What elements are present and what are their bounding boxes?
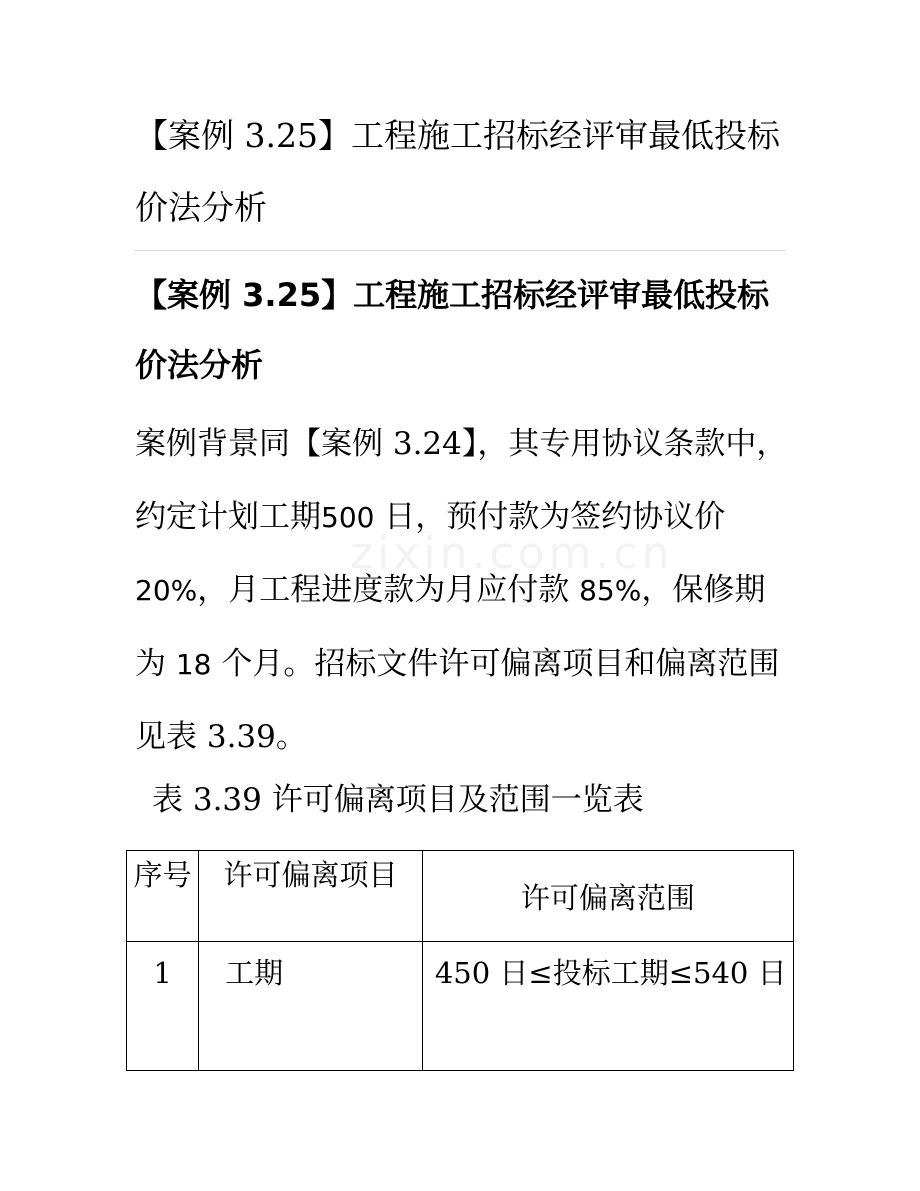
table-caption: 表 3.39 许可偏离项目及范围一览表: [152, 782, 644, 818]
cell-no: 1: [127, 942, 199, 1071]
paragraph-number-2: 20%: [135, 574, 198, 607]
paragraph-number-4: 18: [175, 647, 212, 681]
paragraph-number-3: 85%: [579, 574, 642, 607]
paragraph-text-5: 个月。招标文件许可偏离项目和偏离范围见表 3.39。: [135, 645, 780, 755]
watermark: zixin.com.cn: [350, 528, 674, 579]
header-item: 许可偏离项目: [199, 851, 423, 942]
cell-item: 工期: [199, 942, 423, 1071]
header-no: 序号: [127, 851, 199, 942]
paragraph-text-2: 日，预付款为签约协议价: [374, 498, 726, 535]
document-heading-top: 【案例 3.25】工程施工招标经评审最低投标价法分析: [135, 116, 780, 227]
table-row: [127, 942, 794, 1071]
paragraph-text-3: ，月工程进度款为月应付款: [197, 572, 580, 608]
paragraph-text-1: 案例背景同【案例 3.24】，其专用协议条款中，约定计划工期: [135, 426, 788, 535]
document-heading-main: 【案例 3.25】工程施工招标经评审最低投标价法分析: [135, 276, 770, 384]
table-header-row: [127, 851, 794, 942]
header-range: 许可偏离范围: [422, 851, 793, 942]
background-paragraph: [135, 408, 795, 774]
paragraph-number-1: 500: [321, 500, 375, 534]
deviation-table: [126, 850, 794, 1071]
paragraph-text-4: ，保修期为: [135, 572, 766, 682]
cell-range: 450 日≤投标工期≤540 日: [422, 942, 793, 1071]
heading-divider: [134, 250, 786, 251]
